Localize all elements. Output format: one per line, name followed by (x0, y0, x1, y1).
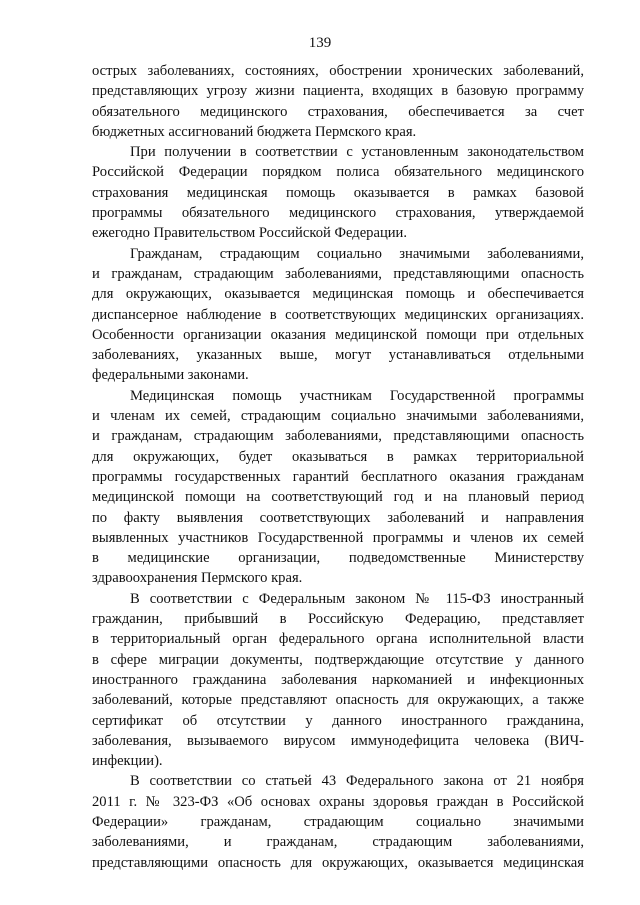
text-line: Гражданам, страдающим социально значимыми заболеваниями, (130, 245, 584, 262)
document-body (92, 61, 584, 873)
text-line: заболеваниями, и гражданам, страдающим заболеваниями, (92, 834, 584, 851)
text-line: Медицинская помощь участникам Государственной программы (130, 387, 584, 404)
text-line: в сфере миграции документы, подтверждающие отсутствие у данного (92, 651, 584, 668)
text-line: гражданин, прибывший в Российскую Федерацию, представляет (92, 611, 584, 628)
text-line: выявленных участников Государственной программы и членов их семей (92, 529, 584, 546)
text-line: диспансерное наблюдение в соответствующих медицинских организациях. (92, 306, 584, 323)
text-line: бюджетных ассигнований бюджета Пермского края. (92, 123, 417, 140)
text-line: и членам их семей, страдающим социально значимыми заболеваниями, (92, 408, 584, 425)
text-line: здравоохранения Пермского края. (92, 570, 303, 587)
text-line: в медицинские организации, подведомственные Министерству (92, 550, 584, 567)
text-line: Российской Федерации порядком полиса обязательного медицинского (92, 164, 584, 181)
text-line: сертификат об отсутствии у данного иностранного гражданина, (92, 712, 584, 729)
text-line: инфекции). (92, 753, 163, 770)
text-line: заболеваниях, указанных выше, могут устанавливаться отдельными (92, 347, 584, 364)
text-line: 2011 г. № 323-ФЗ «Об основах охраны здоровья граждан в Российской (92, 793, 584, 810)
text-line: заболеваний, которые представляют опасность для окружающих, а также (92, 692, 584, 709)
paragraph-2 (92, 142, 584, 243)
text-line: программы государственных гарантий бесплатного оказания гражданам (92, 468, 584, 485)
text-line: медицинской помощи на соответствующий год и на плановый период (92, 489, 584, 506)
text-line: В соответствии со статьей 43 Федерального закона от 21 ноября (130, 773, 584, 790)
text-line: для окружающих, будет оказываться в рамках территориальной (92, 448, 584, 465)
text-line: обязательного медицинского страхования, обеспечивается за счет (92, 103, 584, 120)
text-line: Федерации» гражданам, страдающим социально значимыми (92, 813, 584, 830)
text-line: страхования медицинская помощь оказывается в рамках базовой (92, 184, 584, 201)
text-line: При получении в соответствии с установленным законодательством (130, 144, 584, 161)
paragraph-5 (92, 589, 584, 772)
text-line: представляющими опасность для окружающих, оказывается медицинская (92, 854, 584, 871)
text-line: В соответствии с Федеральным законом № 115-ФЗ иностранный (130, 590, 584, 607)
paragraph-6 (92, 771, 584, 872)
text-line: представляющих угрозу жизни пациента, входящих в базовую программу (92, 83, 584, 100)
text-line: ежегодно Правительством Российской Федерации. (92, 225, 408, 242)
text-line: в территориальный орган федерального органа исполнительной власти (92, 631, 584, 648)
text-line: Особенности организации оказания медицинской помощи при отдельных (92, 326, 584, 343)
page-number: 139 (308, 35, 332, 51)
text-line: федеральными законами. (92, 367, 249, 384)
paragraph-3 (92, 244, 584, 386)
paragraph-4 (92, 386, 584, 589)
text-line: и гражданам, страдающим заболеваниями, представляющими опасность (92, 265, 584, 282)
text-line: заболевания, вызываемого вирусом иммунодефицита человека (ВИЧ- (92, 732, 584, 749)
text-line: по факту выявления соответствующих заболеваний и направления (92, 509, 584, 526)
text-line: иностранного гражданина заболевания наркоманией и инфекционных (92, 671, 584, 688)
text-line: острых заболеваниях, состояниях, обострении хронических заболеваний, (92, 63, 584, 79)
text-line: программы обязательного медицинского страхования, утверждаемой (92, 205, 584, 222)
text-line: и гражданам, страдающим заболеваниями, представляющими опасность (92, 428, 584, 445)
text-line: для окружающих, оказывается медицинская помощь и обеспечивается (92, 286, 584, 303)
paragraph-1 (92, 61, 584, 142)
